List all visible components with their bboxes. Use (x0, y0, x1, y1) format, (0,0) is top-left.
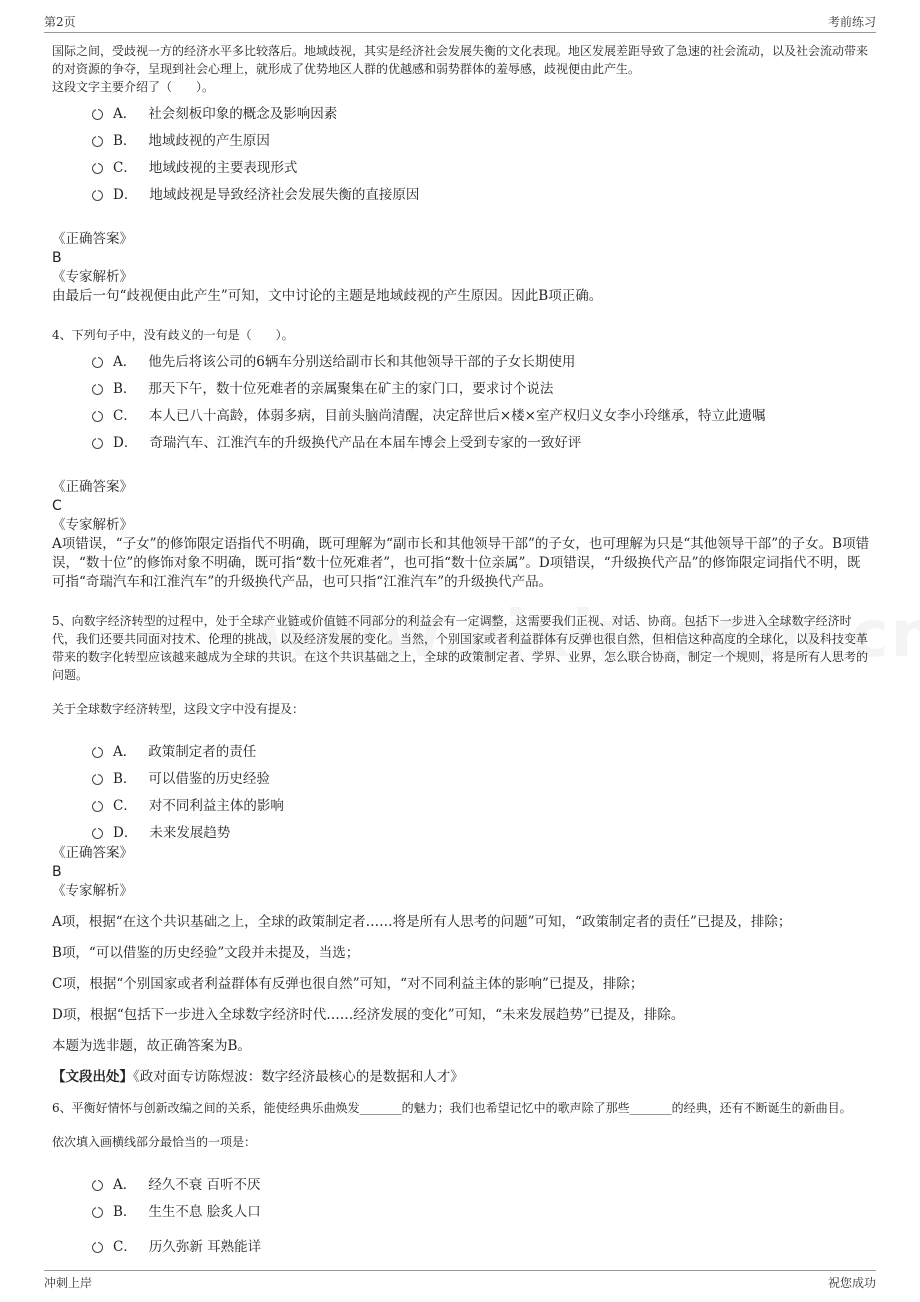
q3-options (92, 98, 870, 206)
option-text: 社会刻板印象的概念及影响因素 (148, 105, 338, 122)
header-title: 考前练习 (827, 14, 876, 29)
q6-option-a[interactable] (92, 1169, 870, 1196)
radio-icon[interactable] (92, 1180, 103, 1191)
q4-analysis: A项错误，“子女”的修饰限定语指代不明确，既可理解为“副市长和其他领导干部”的子女，也可理解为只是“其他领导干部”的子女。B项错误，“数十位”的修饰对象不明确，既可指“数十位死难者”，也可指“数十位亲属”。D项错误，“升级换代产品”的修饰限定词指代不明，既可指“奇瑞汽车和江淮汽车”的升级换代产品，也可只指“江淮汽车”的升级换代产品。 (52, 536, 870, 590)
radio-icon[interactable] (92, 384, 103, 395)
q4-analysis-title: 《专家解析》 (52, 517, 133, 533)
radio-icon[interactable] (92, 109, 103, 120)
radio-icon[interactable] (92, 1242, 103, 1253)
q6-options (92, 1169, 870, 1258)
q5-analysis-a: A项，根据“在这个共识基础之上，全球的政策制定者……将是所有人思考的问题”可知，“政策制定者的责任”已提及，排除； (52, 914, 792, 930)
radio-icon[interactable] (92, 357, 103, 368)
q3-answer: B (52, 250, 62, 266)
q3-passage: 国际之间，受歧视一方的经济水平多比较落后。地域歧视，其实是经济社会发展失衡的文化表现。地区发展差距导致了急速的社会流动，以及社会流动带来的对资源的争夺，呈现到社会心理上，就形成了优势地区人群的优越感和弱势群体的羞辱感，歧视便由此产生。 (52, 44, 869, 76)
q4-option-c[interactable] (92, 400, 870, 427)
q3-option-d[interactable] (92, 179, 870, 206)
option-text: 他先后将该公司的6辆车分别送给副市长和其他领导干部的子女长期使用 (148, 353, 576, 370)
q3-option-a[interactable] (92, 98, 870, 125)
footer-left: 冲刺上岸 (44, 1275, 93, 1290)
option-text: 生生不息 脍炙人口 (148, 1203, 261, 1220)
option-letter: B． (113, 132, 137, 149)
q3-analysis: 由最后一句“歧视便由此产生”可知，文中讨论的主题是地域歧视的产生原因。因此B项正确。 (52, 288, 603, 304)
q5-answer: B (52, 864, 62, 880)
q5-option-c[interactable] (92, 790, 870, 817)
q3-analysis-title: 《专家解析》 (52, 269, 133, 285)
source-label: 【文段出处】 (52, 1069, 133, 1085)
document-body (52, 42, 870, 1258)
q4-question: 4、下列句子中，没有歧义的一句是（ ）。 (52, 328, 294, 342)
q6-passage: 6、平衡好情怀与创新改编之间的关系，能使经典乐曲焕发_______的魅力；我们也希望记忆中的歌声除了那些_______的经典，还有不断诞生的新曲目。 (52, 1101, 852, 1115)
option-text: 未来发展趋势 (149, 824, 231, 841)
q6-question: 依次填入画横线部分最恰当的一项是： (52, 1135, 257, 1149)
option-letter: A． (113, 1176, 137, 1193)
q5-analysis-d: D项，根据“包括下一步进入全球数字经济时代……经济发展的变化”可知，“未来发展趋势”已提及，排除。 (52, 1007, 685, 1023)
radio-icon[interactable] (92, 190, 103, 201)
q5-analysis-c: C项，根据“个别国家或者利益群体有反弹也很自然”可知，“对不同利益主体的影响”已提及，排除； (52, 976, 644, 992)
q5-answer-title: 《正确答案》 (52, 845, 133, 861)
q5-analysis-conclusion: 本题为选非题，故正确答案为B。 (52, 1038, 251, 1054)
option-text: 本人已八十高龄，体弱多病，目前头脑尚清醒，决定辞世后×楼×室产权归义女李小玲继承，特立此遗嘱 (148, 407, 766, 424)
option-text: 可以借鉴的历史经验 (148, 770, 270, 787)
q4-options (92, 346, 870, 454)
question-4 (52, 326, 870, 592)
radio-icon[interactable] (92, 438, 103, 449)
option-text: 那天下午，数十位死难者的亲属聚集在矿主的家门口，要求讨个说法 (148, 380, 554, 397)
option-text: 对不同利益主体的影响 (148, 797, 284, 814)
q6-option-b[interactable] (92, 1196, 870, 1223)
q6-option-c[interactable] (92, 1231, 870, 1258)
option-letter: C． (113, 797, 137, 814)
option-text: 地域歧视的主要表现形式 (148, 159, 298, 176)
page-number: 第2页 (44, 14, 76, 29)
radio-icon[interactable] (92, 747, 103, 758)
option-text: 政策制定者的责任 (148, 743, 257, 760)
q5-source (52, 1068, 870, 1087)
question-3 (52, 42, 870, 306)
option-letter: B． (113, 1203, 137, 1220)
radio-icon[interactable] (92, 801, 103, 812)
q3-question: 这段文字主要介绍了（ ）。 (52, 80, 215, 94)
q5-option-b[interactable] (92, 763, 870, 790)
page-footer (44, 1270, 876, 1293)
q5-option-a[interactable] (92, 736, 870, 763)
q3-answer-title: 《正确答案》 (52, 231, 133, 247)
radio-icon[interactable] (92, 411, 103, 422)
q3-option-c[interactable] (92, 152, 870, 179)
option-letter: B． (113, 380, 137, 397)
option-letter: A． (113, 105, 137, 122)
q3-option-b[interactable] (92, 125, 870, 152)
option-letter: D． (113, 824, 138, 841)
radio-icon[interactable] (92, 136, 103, 147)
q5-option-d[interactable] (92, 817, 870, 844)
option-text: 历久弥新 耳熟能详 (148, 1238, 262, 1255)
option-letter: C． (113, 1238, 137, 1255)
option-letter: A． (113, 743, 137, 760)
source-text: 《政对面专访陈煜波：数字经济最核心的是数据和人才》 (133, 1069, 464, 1085)
q5-analysis-b: B项，“可以借鉴的历史经验”文段并未提及，当选； (52, 945, 360, 961)
option-letter: D． (113, 186, 138, 203)
q4-answer-title: 《正确答案》 (52, 479, 133, 495)
q4-option-b[interactable] (92, 373, 870, 400)
q5-options (92, 736, 870, 844)
option-letter: B． (113, 770, 137, 787)
q4-option-d[interactable] (92, 427, 870, 454)
option-text: 地域歧视是导致经济社会发展失衡的直接原因 (149, 186, 420, 203)
question-6 (52, 1099, 870, 1258)
q5-analysis-title: 《专家解析》 (52, 883, 133, 899)
page-header (44, 10, 876, 33)
q4-answer: C (52, 498, 62, 514)
option-text: 地域歧视的产生原因 (148, 132, 270, 149)
question-5 (52, 612, 870, 1087)
option-letter: D． (113, 434, 138, 451)
footer-right: 祝您成功 (827, 1275, 876, 1290)
radio-icon[interactable] (92, 163, 103, 174)
option-text: 经久不衰 百听不厌 (148, 1176, 261, 1193)
option-letter: C． (113, 159, 137, 176)
q5-question: 关于全球数字经济转型，这段文字中没有提及： (52, 702, 305, 716)
q5-passage: 5、向数字经济转型的过程中，处于全球产业链或价值链不同部分的利益会有一定调整，这需要我们正视、对话、协商。包括下一步进入全球数字经济时代，我们还要共同面对技术、伦理的挑战，以及经济发展的变化。当然，个别国家或者利益群体有反弹也很自然，但相信这种高度的全球化，以及科技变革带来的数字化转型应该越来越成为全球的共识。在这个共识基础之上，全球的政策制定者、学界、业界，怎么联合协商，制定一个规则，将是所有人思考的问题。 (52, 614, 869, 682)
radio-icon[interactable] (92, 828, 103, 839)
option-letter: C． (113, 407, 137, 424)
q4-option-a[interactable] (92, 346, 870, 373)
radio-icon[interactable] (92, 1207, 103, 1218)
radio-icon[interactable] (92, 774, 103, 785)
option-letter: A． (113, 353, 137, 370)
option-text: 奇瑞汽车、江淮汽车的升级换代产品在本届车博会上受到专家的一致好评 (149, 434, 582, 451)
